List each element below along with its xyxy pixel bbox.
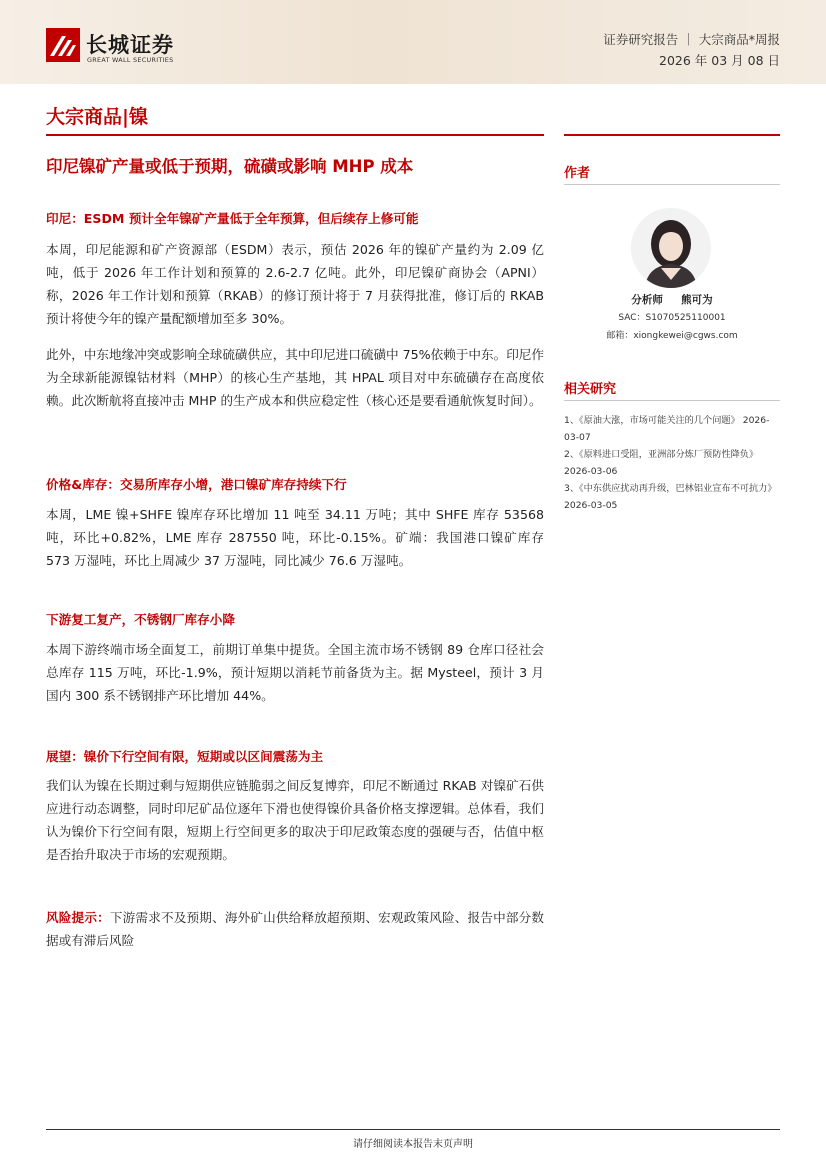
related-item[interactable]: 3、《中东供应扰动再升级，巴林铝业宣布不可抗力》 2026-03-05 xyxy=(564,483,777,511)
risk-text: 下游需求不及预期、海外矿山供给释放超预期、宏观政策风险、报告中部分数据或有滞后风险 xyxy=(46,910,545,948)
sector-label: 大宗商品|镍 xyxy=(46,106,148,128)
related-research-list xyxy=(564,412,780,514)
analyst-sac: SAC：S1070525110001 xyxy=(618,313,726,323)
analyst-avatar xyxy=(631,208,711,288)
risk-label: 风险提示： xyxy=(46,910,110,925)
author-divider xyxy=(564,184,780,185)
related-research-heading: 相关研究 xyxy=(564,382,617,397)
section-paragraph: 我们认为镍在长期过剩与短期供应链脆弱之间反复博弈，印尼不断通过 RKAB 对镍矿石供应进行动态调整，同时印尼矿品位逐年下滑也使得镍价具备价格支撑逻辑。总体看，我们认为镍价下行空间有限，短期上行空间更多的取决于印尼政策态度的强硬与否，估值中枢是否抬升取决于市场的宏观预期。 xyxy=(46,778,544,862)
related-item[interactable]: 1、《原油大涨，市场可能关注的几个问题》 2026-03-07 xyxy=(564,415,770,443)
risk-warning xyxy=(46,906,544,952)
main-divider xyxy=(46,134,544,136)
section-heading-downstream: 下游复工复产，不锈钢厂库存小降 xyxy=(46,612,235,627)
section-paragraph: 本周，印尼能源和矿产资源部（ESDM）表示，预估 2026 年的镍矿产量约为 2.09 亿吨，低于 2026 年工作计划和预算的 2.6-2.7 亿吨。此外，印尼镍矿商协会（APNI）称，2026 年工作计划和预算（RKAB）的修订预计将于 7 月获得批准，修订后的 RKAB 预计将使今年的镍产量配额增加至多 30%。 xyxy=(46,242,544,326)
logo-text: 长城证券 xyxy=(86,33,174,57)
analyst-name: 熊可为 xyxy=(681,294,713,306)
document-type: 证券研究报告 ｜ 大宗商品*周报 xyxy=(603,32,780,47)
author-heading: 作者 xyxy=(564,166,591,181)
footer-divider xyxy=(46,1129,780,1130)
logo-mark-icon xyxy=(46,28,80,62)
report-date: 2026 年 03 月 08 日 xyxy=(659,53,780,68)
section-paragraph: 本周，LME 镍+SHFE 镍库存环比增加 11 吨至 34.11 万吨；其中 SHFE 库存 53568 吨，环比+0.82%，LME 库存 287550 吨，环比-0.15%。矿端：我国港口镍矿库存 573 万湿吨，环比上周减少 37 万湿吨，同比减少 76.6 万湿吨。 xyxy=(46,507,544,568)
report-title: 印尼镍矿产量或低于预期，硫磺或影响 MHP 成本 xyxy=(46,157,414,176)
section-heading-outlook: 展望：镍价下行空间有限，短期或以区间震荡为主 xyxy=(46,749,324,764)
analyst-role: 分析师 xyxy=(631,294,663,306)
sidebar-divider xyxy=(564,134,780,136)
logo-subtext: GREAT WALL SECURITIES xyxy=(87,56,174,64)
section-paragraph: 本周下游终端市场全面复工，前期订单集中提货。全国主流市场不锈钢 89 仓库口径社会总库存 115 万吨，环比-1.9%，预计短期以消耗节前备货为主。据 Mysteel，预计 3 月国内 300 系不锈钢排产环比增加 44%。 xyxy=(46,642,544,703)
analyst-email[interactable]: 邮箱：xiongkewei@cgws.com xyxy=(606,331,738,341)
section-heading-price-inventory: 价格&库存：交易所库存小增，港口镍矿库存持续下行 xyxy=(46,477,347,492)
analyst-portrait-icon xyxy=(631,208,711,288)
related-item[interactable]: 2、《原料进口受阻，亚洲部分炼厂预防性降负》 2026-03-06 xyxy=(564,449,759,477)
section-paragraph: 此外，中东地缘冲突或影响全球硫磺供应，其中印尼进口硫磺中 75%依赖于中东。印尼作为全球新能源镍钴材料（MHP）的核心生产基地，其 HPAL 项目对中东硫磺存在高度依赖。此次断航将直接冲击 MHP 的生产成本和供应稳定性（核心还是要看通航恢复时间）。 xyxy=(46,347,544,408)
logo xyxy=(46,26,196,66)
section-heading-indonesia: 印尼：ESDM 预计全年镍矿产量低于全年预算，但后续存上修可能 xyxy=(46,211,419,226)
analyst-info xyxy=(564,292,780,307)
footer-disclaimer: 请仔细阅读本报告末页声明 xyxy=(353,1139,473,1150)
related-divider xyxy=(564,400,780,401)
